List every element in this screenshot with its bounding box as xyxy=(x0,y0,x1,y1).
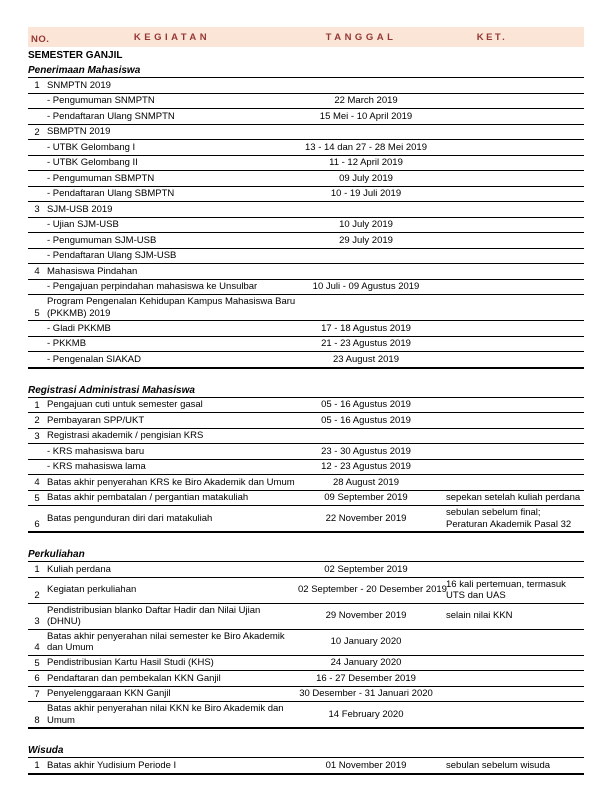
row-activity: - Pengumuman SBMPTN xyxy=(47,172,155,184)
row-number: 1 xyxy=(34,399,40,411)
row-number: 2 xyxy=(34,126,40,138)
row-number: 3 xyxy=(34,616,40,627)
row-activity: - Pengumuman SJM-USB xyxy=(47,234,157,246)
row-note: selain nilai KKN xyxy=(446,610,513,622)
table-row xyxy=(28,444,584,460)
row-activity: Batas akhir penyerahan nilai semester ke Biro Akademik dan Umum xyxy=(47,630,285,653)
row-activity: - Pendaftaran Ulang SNMPTN xyxy=(47,110,175,122)
table-row xyxy=(28,578,584,604)
row-date: 13 - 14 dan 27 - 28 Mei 2019 xyxy=(304,141,427,153)
row-activity: - Pendaftaran Ulang SBMPTN xyxy=(47,188,175,199)
row-number: 5 xyxy=(34,492,40,504)
row-number: 1 xyxy=(34,760,40,771)
row-date: 10 Juli - 09 Agustus 2019 xyxy=(312,281,420,292)
table-row xyxy=(28,218,584,234)
row-activity: - Pengenalan SIAKAD xyxy=(47,353,142,365)
row-date: 24 January 2020 xyxy=(330,657,402,668)
table-row xyxy=(28,506,584,533)
row-note: 16 kali pertemuan, termasuk UTS dan UAS xyxy=(446,578,566,601)
table-row xyxy=(28,630,584,656)
row-activity: - KRS mahasiswa baru xyxy=(47,445,145,457)
row-activity: - UTBK Gelombang II xyxy=(47,157,138,168)
row-note: sebulan sebelum final; Peraturan Akademik Pasal 32 xyxy=(446,507,572,530)
row-number: 6 xyxy=(34,673,40,684)
row-date: 09 September 2019 xyxy=(324,492,408,503)
table-row xyxy=(28,656,584,672)
row-number: 1 xyxy=(34,80,40,91)
row-activity: Penyelenggaraan KKN Ganjil xyxy=(47,688,171,699)
section-title: Perkuliahan xyxy=(28,547,584,562)
row-activity: - PKKMB xyxy=(47,338,87,349)
row-activity: SNMPTN 2019 xyxy=(47,79,111,91)
table-row xyxy=(28,78,584,94)
row-number: 4 xyxy=(34,477,40,488)
row-date: 21 - 23 Agustus 2019 xyxy=(321,338,411,349)
row-date: 29 July 2019 xyxy=(339,234,393,246)
row-activity: Kegiatan perkuliahan xyxy=(47,584,137,596)
table-row xyxy=(28,429,584,445)
row-activity: - Gladi PKKMB xyxy=(47,322,111,334)
row-note: sepekan setelah kuliah perdana xyxy=(446,492,581,503)
table-row xyxy=(28,758,584,775)
row-number: 2 xyxy=(34,590,40,601)
row-date: 10 - 19 Juli 2019 xyxy=(330,188,402,199)
row-activity: SJM-USB 2019 xyxy=(47,203,113,215)
row-activity: Pendaftaran dan pembekalan KKN Ganjil xyxy=(47,672,221,684)
section xyxy=(28,547,584,729)
row-date: 10 July 2019 xyxy=(339,219,393,230)
row-date: 29 November 2019 xyxy=(325,610,407,622)
section xyxy=(28,743,584,775)
row-activity: Kuliah perdana xyxy=(47,563,111,575)
column-header-ket: KET. xyxy=(476,31,508,43)
section xyxy=(28,63,584,369)
column-header-tanggal: TANGGAL xyxy=(325,31,397,43)
row-date: 02 September 2019 xyxy=(324,563,408,575)
semester-title: SEMESTER GANJIL xyxy=(28,50,123,61)
row-date: 17 - 18 Agustus 2019 xyxy=(321,322,411,334)
row-activity: Batas pengunduran diri dari matakuliah xyxy=(47,512,213,524)
row-date: 02 September - 20 Desember 2019 xyxy=(298,584,447,596)
row-date: 12 - 23 Agustus 2019 xyxy=(321,461,411,472)
section-title: Penerimaan Mahasiswa xyxy=(28,63,584,78)
table-row xyxy=(28,491,584,507)
row-date: 10 January 2020 xyxy=(330,636,402,648)
row-date: 14 February 2020 xyxy=(328,708,404,720)
column-header-kegiatan: KEGIATAN xyxy=(133,31,211,43)
table-row xyxy=(28,171,584,187)
row-activity: Registrasi akademik / pengisian KRS xyxy=(47,430,204,441)
row-activity: Batas akhir penyerahan nilai KKN ke Biro Akademik dan Umum xyxy=(47,703,284,726)
row-number: 2 xyxy=(34,415,40,426)
row-activity: SBMPTN 2019 xyxy=(47,126,111,137)
table-row xyxy=(28,671,584,687)
row-note: sebulan sebelum wisuda xyxy=(446,759,551,771)
column-header-no: NO. xyxy=(31,34,50,45)
table-row xyxy=(28,264,584,280)
row-date: 05 - 16 Agustus 2019 xyxy=(321,414,411,426)
row-number: 1 xyxy=(34,564,40,575)
row-number: 5 xyxy=(34,657,40,669)
row-date: 09 July 2019 xyxy=(339,172,393,184)
table-row xyxy=(28,187,584,203)
table-row xyxy=(28,398,584,414)
row-number: 7 xyxy=(34,688,40,700)
table-row xyxy=(28,460,584,476)
row-activity: - Pendaftaran Ulang SJM-USB xyxy=(47,250,177,261)
table-row xyxy=(28,233,584,249)
table-row xyxy=(28,202,584,218)
row-date: 23 - 30 Agustus 2019 xyxy=(321,445,411,457)
row-number: 4 xyxy=(34,266,40,277)
row-date: 11 - 12 April 2019 xyxy=(329,157,403,168)
row-activity: Batas akhir pembatalan / pergantian matakuliah xyxy=(47,492,249,503)
row-number: 8 xyxy=(34,714,40,726)
row-activity: Pendistribusian Kartu Hasil Studi (KHS) xyxy=(47,657,214,668)
table-row xyxy=(28,156,584,172)
row-activity: Mahasiswa Pindahan xyxy=(47,265,138,277)
row-activity: Pembayaran SPP/UKT xyxy=(47,414,145,426)
row-activity: Program Pengenalan Kehidupan Kampus Mahasiswa Baru (PKKMB) 2019 xyxy=(47,296,296,319)
row-date: 15 Mei - 10 April 2019 xyxy=(319,110,413,122)
row-activity: Batas akhir penyerahan KRS ke Biro Akademik dan Umum xyxy=(47,476,295,488)
table-row xyxy=(28,413,584,429)
row-date: 22 March 2019 xyxy=(334,95,398,106)
table-row xyxy=(28,109,584,125)
table-row xyxy=(28,249,584,265)
row-activity: - Pengumuman SNMPTN xyxy=(47,95,155,106)
table-row xyxy=(28,562,584,578)
row-activity: - Ujian SJM-USB xyxy=(47,219,119,230)
table-row xyxy=(28,140,584,156)
row-date: 05 - 16 Agustus 2019 xyxy=(321,399,411,410)
row-number: 5 xyxy=(34,307,40,319)
row-date: 23 August 2019 xyxy=(332,353,400,365)
table-row xyxy=(28,295,584,321)
table-row xyxy=(28,125,584,141)
row-date: 22 November 2019 xyxy=(325,512,407,524)
row-number: 3 xyxy=(34,204,40,215)
row-activity: - UTBK Gelombang I xyxy=(47,141,136,153)
row-date: 28 August 2019 xyxy=(332,476,400,488)
column-header-bar xyxy=(28,27,584,47)
row-date: 16 - 27 Desember 2019 xyxy=(316,672,416,684)
row-date: 01 November 2019 xyxy=(325,759,407,771)
section-title: Registrasi Administrasi Mahasiswa xyxy=(28,383,584,398)
row-date: 30 Desember - 31 Januari 2020 xyxy=(299,688,433,699)
table-row xyxy=(28,321,584,337)
section-title: Wisuda xyxy=(28,743,584,758)
calendar-sections xyxy=(28,63,584,775)
row-number: 6 xyxy=(34,518,40,530)
table-row xyxy=(28,702,584,729)
table-row xyxy=(28,94,584,110)
table-row xyxy=(28,352,584,369)
table-row xyxy=(28,687,584,703)
table-row xyxy=(28,604,584,630)
table-row xyxy=(28,475,584,491)
row-activity: - KRS mahasiswa lama xyxy=(47,461,146,472)
row-activity: Pengajuan cuti untuk semester gasal xyxy=(47,399,203,410)
row-number: 3 xyxy=(34,430,40,442)
table-row xyxy=(28,280,584,296)
row-activity: - Pengajuan perpindahan mahasiswa ke Unsulbar xyxy=(47,281,258,292)
section xyxy=(28,383,584,534)
table-row xyxy=(28,337,584,353)
row-number: 4 xyxy=(34,642,40,653)
row-activity: Pendistribusian blanko Daftar Hadir dan Nilai Ujian (DHNU) xyxy=(47,604,261,627)
row-activity: Batas akhir Yudisium Periode I xyxy=(47,759,177,771)
